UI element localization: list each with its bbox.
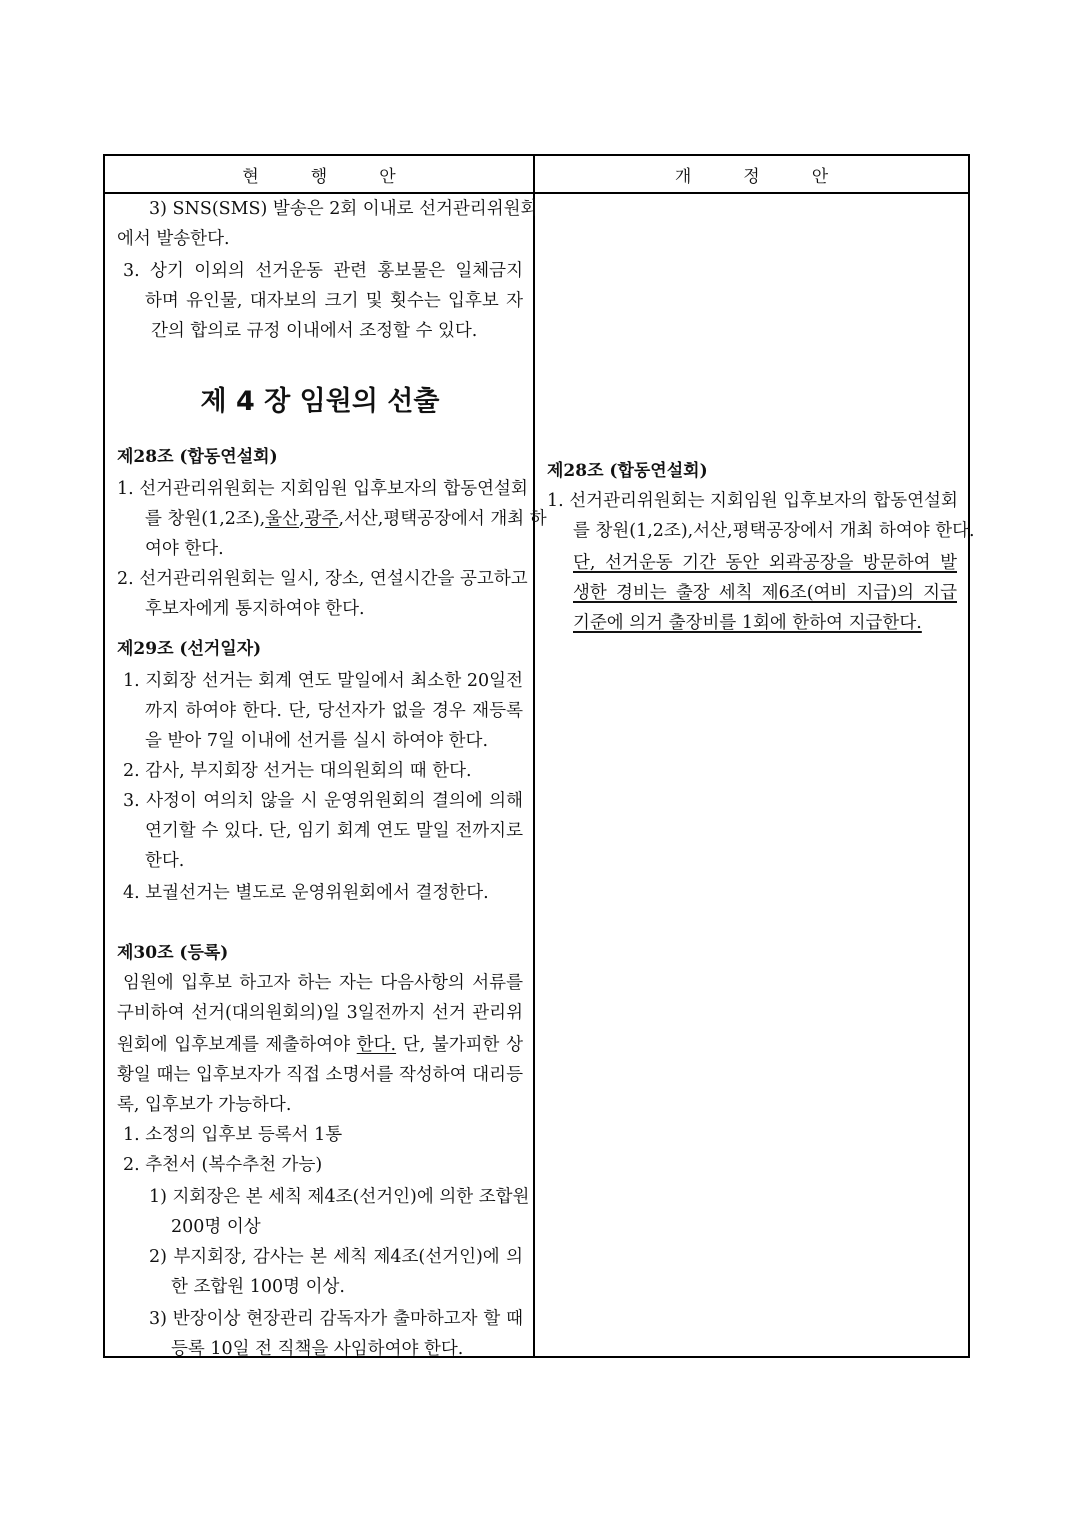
text-line (117, 1034, 523, 1056)
revised-article-28-title: 제28조 (합동연설회) (547, 461, 708, 481)
text-line: 2. 선거관리위원회는 일시, 장소, 연설시간을 공고하고 (117, 569, 528, 589)
header-revised-char: 정 (743, 166, 760, 187)
text-line: 2. 추천서 (복수추천 가능) (123, 1155, 323, 1175)
header-revised-char: 개 (674, 166, 692, 187)
text-line: 200명 이상 (171, 1217, 261, 1237)
text-line: 에서 발송한다. (117, 229, 230, 249)
text-line: 임원에 입후보 하고자 하는 자는 다음사항의 서류를 (123, 973, 523, 993)
text-line: 1. 선거관리위원회는 지회임원 입후보자의 합동연설회 (547, 491, 958, 511)
revised-text-line: 기준에 의거 출장비를 1회에 한하여 지급한다. (573, 613, 922, 633)
text-line: 1. 선거관리위원회는 지회임원 입후보자의 합동연설회 (117, 479, 528, 499)
text-line: 4. 보궐선거는 별도로 운영위원회에서 결정한다. (123, 883, 489, 903)
text-line: 한다. (145, 851, 185, 871)
header-current (105, 156, 535, 194)
text-line: 를 창원(1,2조),서산,평택공장에서 개최 하여야 한다. (573, 521, 975, 541)
underlined-text: 울산 (265, 509, 300, 529)
text-line (145, 508, 547, 530)
text-line: 황일 때는 입후보자가 직접 소명서를 작성하여 대리등 (117, 1065, 523, 1085)
text-line: 한 조합원 100명 이상. (171, 1277, 345, 1297)
text-line: 후보자에게 통지하여야 한다. (145, 599, 365, 619)
underlined-text: 한다. (356, 1035, 397, 1055)
text-line: 을 받아 7일 이내에 선거를 실시 하여야 한다. (145, 731, 489, 751)
header-current-char: 행 (310, 166, 328, 187)
text-line: 1) 지회장은 본 세칙 제4조(선거인)에 의한 조합원 (149, 1187, 530, 1207)
text-line: 1. 소정의 입후보 등록서 1통 (123, 1125, 343, 1145)
header-current-char: 안 (379, 166, 396, 187)
header-current-char: 현 (242, 166, 259, 187)
text-line: 1. 지회장 선거는 회계 연도 말일에서 최소한 20일전 (123, 671, 523, 691)
comparison-table (103, 154, 975, 1359)
text-line: 여야 한다. (145, 539, 224, 559)
article-30-title: 제30조 (등록) (117, 943, 229, 963)
text-line: 구비하여 선거(대의원회의)일 3일전까지 선거 관리위 (117, 1003, 523, 1023)
revised-column (535, 194, 975, 1356)
text-line: 까지 하여야 한다. 단, 당선자가 없을 경우 재등록 (145, 701, 523, 721)
article-29-title: 제29조 (선거일자) (117, 639, 262, 659)
header-revised (535, 156, 968, 194)
revised-text-line: 생한 경비는 출장 세칙 제6조(여비 지급)의 지급 (573, 583, 957, 603)
text-line: 3) SNS(SMS) 발송은 2회 이내로 선거관리위원회 (149, 199, 538, 219)
underlined-text: 광주 (304, 509, 339, 529)
text-line: 2) 부지회장, 감사는 본 세칙 제4조(선거인)에 의 (149, 1247, 523, 1267)
revised-text-line: 단, 선거운동 기간 동안 외곽공장을 방문하여 발 (573, 553, 957, 573)
text-line: 2. 감사, 부지회장 선거는 대의원회의 때 한다. (123, 761, 472, 781)
text-span: 를 창원(1,2조), (145, 509, 266, 529)
chapter-title: 제 4 장 임원의 선출 (200, 386, 440, 417)
text-line: 3. 사정이 여의치 않을 시 운영위원회의 결의에 의해 (123, 791, 523, 811)
text-line: 연기할 수 있다. 단, 임기 회계 연도 말일 전까지로 (145, 821, 523, 841)
text-span: 원회에 입후보계를 제출하여야 (117, 1035, 357, 1055)
text-line: 등록 10일 전 직책을 사임하여야 한다. (171, 1339, 464, 1359)
header-revised-char: 안 (811, 166, 829, 187)
current-column (105, 194, 547, 1359)
text-line: 록, 입후보가 가능하다. (117, 1095, 292, 1115)
text-line: 3) 반장이상 현장관리 감독자가 출마하고자 할 때 (149, 1309, 523, 1329)
text-line: 하며 유인물, 대자보의 크기 및 횟수는 입후보 자 (145, 291, 523, 311)
text-span: ,서산,평택공장에서 개최 하 (338, 509, 547, 529)
article-28-title: 제28조 (합동연설회) (117, 447, 278, 467)
text-span: , (299, 509, 305, 529)
text-line: 3. 상기 이외의 선거운동 관련 홍보물은 일체금지 (123, 261, 523, 281)
text-line: 간의 합의로 규정 이내에서 조정할 수 있다. (151, 321, 478, 341)
text-span: 단, 불가피한 상 (396, 1035, 524, 1055)
